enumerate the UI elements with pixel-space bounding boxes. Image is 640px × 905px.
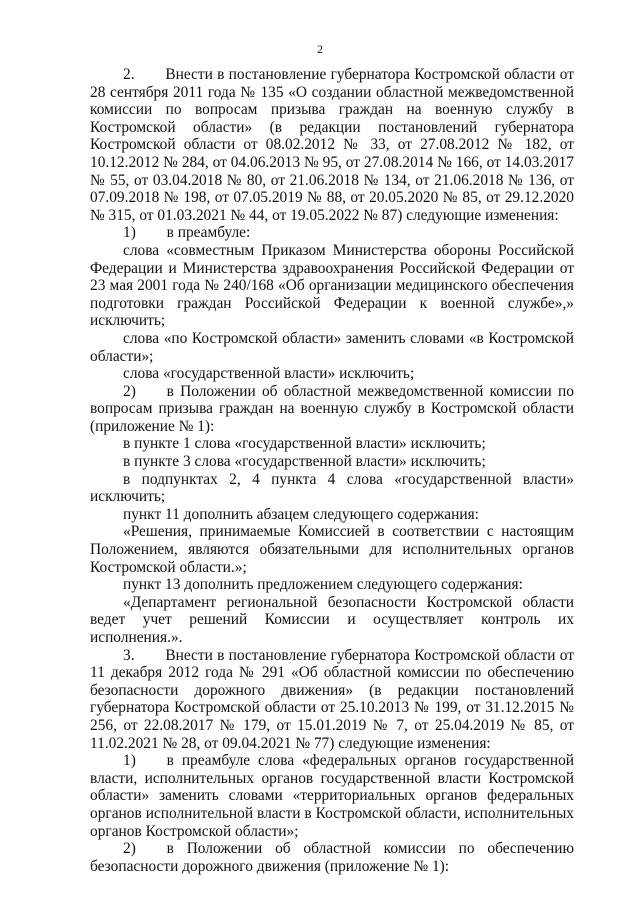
- paragraph-preamble-words-government: слова «государственной власти» исключить;: [123, 365, 415, 383]
- paragraph-preamble-words-region: слова «по Костромской области» заменить словами «в Костромской области»;: [90, 329, 574, 365]
- paragraph-amendment-3: 3. Внести в постановление губернатора Костромской области от 11 декабря 2012 года № 291 «Об областной комиссии по обеспечению безопасности дорожного движения» (в редакции постановлений губернатора Костромской области от 25.10.2013 № 199, от 31.12.2015 № 256, от 22.08.2017 № 179, от 15.01.2019 № 7, от 25.04.2019 № 85, от 11.02.2021 № 28, от 09.04.2021 № 77) следующие изменения:: [90, 646, 574, 752]
- document-body: [90, 66, 574, 875]
- paragraph-amendment-2: 2. Внести в постановление губернатора Костромской области от 28 сентября 2011 года № 135 «О создании областной межведомственной комиссии по вопросам призыва граждан на военную службу в Костромской области» (в редакции постановлений губернатора Костромской области от 08.02.2012 № 33, от 27.08.2012 № 182, от 10.12.2012 № 284, от 04.06.2013 № 95, от 27.08.2014 № 166, от 14.03.2017 № 55, от 03.04.2018 № 80, от 21.06.2018 № 134, от 21.06.2018 № 136, от 07.09.2018 № 198, от 07.05.2019 № 88, от 20.05.2020 № 85, от 29.12.2020 № 315, от 01.03.2021 № 44, от 19.05.2022 № 87) следующие изменения:: [90, 66, 574, 224]
- paragraph-point-3: в пункте 3 слова «государственной власти» исключить;: [123, 453, 486, 471]
- paragraph-point-13-text: «Департамент региональной безопасности Костромской области ведет учет решений Комиссии и осуществляет контроль их исполнения.».: [90, 593, 574, 646]
- paragraph-amendment-3-regulation: 2) в Положении об областной комиссии по обеспечению безопасности дорожного движения (приложение № 1):: [90, 840, 574, 875]
- paragraph-preamble-words-order: слова «совместным Приказом Министерства обороны Российской Федерации и Министерства здравоохранения Российской Федерации от 23 мая 2001 года № 240/168 «Об организации медицинского обеспечения подготовки граждан Российской Федерации к военной службе»,» исключить;: [90, 241, 574, 330]
- page-number: 2: [317, 42, 323, 56]
- paragraph-regulation-item: 2) в Положении об областной межведомственной комиссии по вопросам призыва граждан на военную службу в Костромской области (приложение № 1):: [90, 382, 574, 435]
- paragraph-point-11: пункт 11 дополнить абзацем следующего содержания:: [123, 505, 479, 523]
- paragraph-point-13: пункт 13 дополнить предложением следующего содержания:: [123, 576, 523, 594]
- paragraph-point-1: в пункте 1 слова «государственной власти» исключить;: [123, 435, 486, 453]
- paragraph-preamble-item: 1) в преамбуле:: [123, 224, 251, 242]
- paragraph-subpoints-2-4: в подпунктах 2, 4 пункта 4 слова «государственной власти» исключить;: [90, 470, 574, 506]
- paragraph-amendment-3-preamble: 1) в преамбуле слова «федеральных органов государственной власти, исполнительных органов государственной власти Костромской области» заменить словами «территориальных органов федеральных органов исполнительной власти в Костромской области, исполнительных органов Костромской области»;: [90, 752, 574, 840]
- paragraph-point-11-text: «Решения, принимаемые Комиссией в соответствии с настоящим Положением, являются обязательными для исполнительных органов Костромской области.»;: [90, 523, 574, 576]
